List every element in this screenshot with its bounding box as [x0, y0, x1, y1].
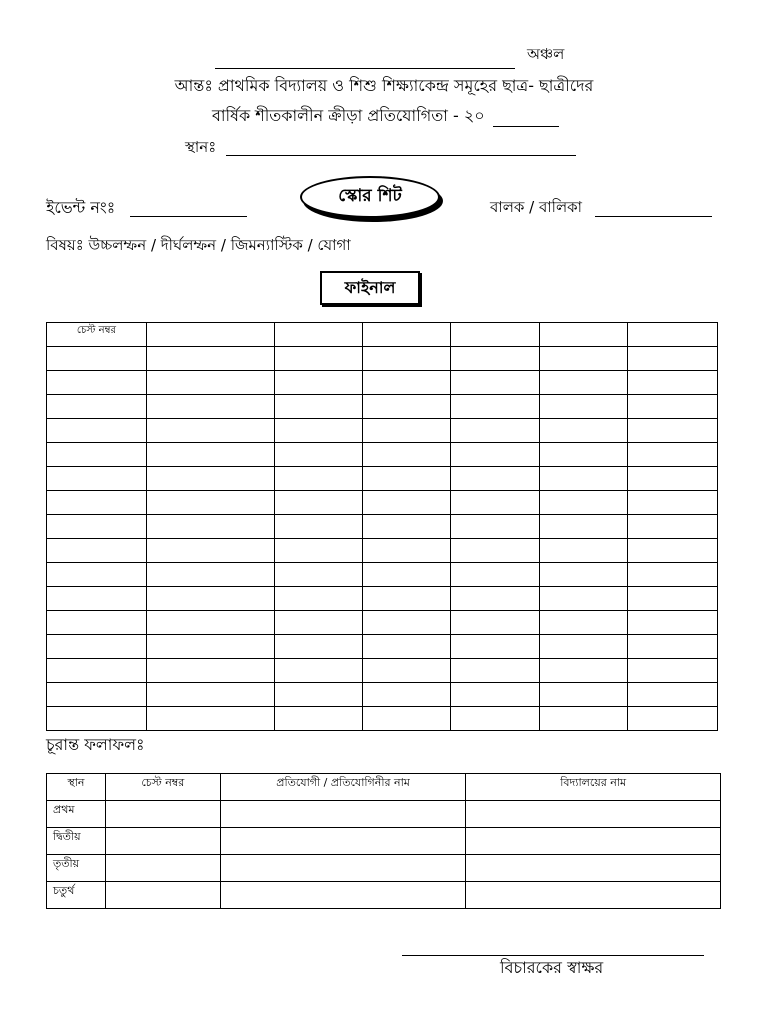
score-cell[interactable] [146, 443, 274, 467]
score-cell[interactable] [362, 419, 451, 443]
score-cell[interactable] [146, 491, 274, 515]
header-line-2: বার্ষিক শীতকালীন ক্রীড়া প্রতিযোগিতা - ২০ [212, 106, 485, 125]
score-cell[interactable] [628, 467, 718, 491]
results-row [47, 828, 721, 855]
score-cell[interactable] [274, 443, 362, 467]
score-cell[interactable] [146, 707, 274, 731]
score-cell[interactable] [47, 707, 147, 731]
score-cell[interactable] [47, 371, 147, 395]
score-cell[interactable] [362, 443, 451, 467]
score-cell[interactable] [362, 323, 451, 347]
score-cell[interactable] [451, 371, 540, 395]
results-cell[interactable] [466, 828, 721, 855]
score-cell[interactable] [274, 635, 362, 659]
score-cell[interactable] [146, 635, 274, 659]
score-row [47, 683, 718, 707]
results-header-cell: বিদ্যালয়ের নাম [466, 774, 721, 801]
score-cell[interactable] [451, 323, 540, 347]
results-cell[interactable] [466, 801, 721, 828]
score-cell[interactable] [540, 635, 628, 659]
results-table [46, 773, 721, 909]
score-cell[interactable] [628, 659, 718, 683]
results-header-cell: স্থান [47, 774, 106, 801]
score-cell[interactable] [628, 587, 718, 611]
score-cell[interactable] [274, 683, 362, 707]
score-cell[interactable] [47, 563, 147, 587]
score-cell[interactable] [628, 347, 718, 371]
results-cell[interactable] [220, 801, 466, 828]
score-row [47, 347, 718, 371]
score-cell[interactable] [451, 611, 540, 635]
score-cell[interactable] [47, 395, 147, 419]
score-row [47, 659, 718, 683]
score-cell[interactable] [47, 467, 147, 491]
score-row [47, 707, 718, 731]
venue-blank-line[interactable] [226, 155, 576, 156]
score-cell[interactable] [362, 659, 451, 683]
year-blank-line[interactable] [493, 126, 559, 127]
score-cell[interactable] [628, 443, 718, 467]
score-cell[interactable] [628, 371, 718, 395]
score-cell[interactable] [362, 491, 451, 515]
score-cell[interactable] [47, 611, 147, 635]
score-cell[interactable] [628, 395, 718, 419]
score-cell[interactable] [628, 323, 718, 347]
score-cell[interactable] [540, 395, 628, 419]
gender-blank-line[interactable] [595, 216, 712, 217]
results-row [47, 855, 721, 882]
score-cell[interactable] [274, 539, 362, 563]
score-row [47, 563, 718, 587]
score-cell[interactable] [451, 419, 540, 443]
score-row [47, 515, 718, 539]
results-cell[interactable] [105, 855, 220, 882]
gender-label: বালক / বালিকা [490, 198, 582, 216]
results-cell[interactable] [105, 801, 220, 828]
score-cell[interactable] [540, 611, 628, 635]
score-cell[interactable] [274, 659, 362, 683]
score-cell[interactable] [540, 371, 628, 395]
score-cell[interactable] [362, 515, 451, 539]
score-cell[interactable] [628, 539, 718, 563]
score-cell[interactable] [47, 443, 147, 467]
score-cell[interactable] [540, 659, 628, 683]
score-cell[interactable] [274, 563, 362, 587]
score-cell[interactable] [47, 587, 147, 611]
score-cell[interactable] [146, 419, 274, 443]
score-cell[interactable] [540, 683, 628, 707]
score-cell[interactable] [451, 347, 540, 371]
final-label: ফাইনাল [320, 271, 420, 305]
score-cell[interactable] [274, 347, 362, 371]
results-header-row [47, 774, 721, 801]
score-row [47, 587, 718, 611]
score-cell[interactable] [146, 683, 274, 707]
score-cell[interactable] [451, 395, 540, 419]
score-cell[interactable] [47, 491, 147, 515]
score-cell[interactable] [146, 323, 274, 347]
event-no-label: ইভেন্ট নংঃ [46, 198, 116, 217]
score-cell[interactable] [362, 611, 451, 635]
score-cell[interactable] [628, 683, 718, 707]
score-cell[interactable] [451, 467, 540, 491]
score-header-row [47, 323, 718, 347]
score-cell[interactable] [451, 515, 540, 539]
score-cell[interactable] [451, 635, 540, 659]
score-cell[interactable] [47, 635, 147, 659]
venue-label: স্থানঃ [185, 138, 217, 156]
score-cell[interactable] [146, 563, 274, 587]
place-label: দ্বিতীয় [47, 828, 106, 855]
score-cell[interactable] [274, 419, 362, 443]
score-cell[interactable] [451, 683, 540, 707]
score-cell[interactable] [47, 539, 147, 563]
score-cell[interactable] [451, 563, 540, 587]
score-cell[interactable] [274, 491, 362, 515]
score-cell[interactable] [47, 515, 147, 539]
score-cell[interactable] [451, 587, 540, 611]
score-cell[interactable] [451, 707, 540, 731]
results-cell[interactable] [220, 828, 466, 855]
score-cell[interactable] [540, 587, 628, 611]
score-cell[interactable] [540, 467, 628, 491]
score-cell[interactable] [362, 395, 451, 419]
score-cell[interactable] [146, 611, 274, 635]
score-cell[interactable] [540, 539, 628, 563]
score-cell[interactable] [540, 443, 628, 467]
place-label: তৃতীয় [47, 855, 106, 882]
score-row [47, 443, 718, 467]
score-cell[interactable] [274, 395, 362, 419]
score-cell[interactable] [540, 515, 628, 539]
score-table [46, 322, 718, 731]
score-cell[interactable] [628, 635, 718, 659]
score-cell[interactable] [274, 587, 362, 611]
score-row [47, 491, 718, 515]
score-cell[interactable] [451, 539, 540, 563]
results-header-cell: চেস্ট নম্বর [105, 774, 220, 801]
signature-label: বিচারকের স্বাক্ষর [500, 958, 604, 977]
results-cell[interactable] [220, 882, 466, 909]
score-sheet-title: স্কোর শিট [300, 176, 440, 218]
score-cell[interactable] [146, 467, 274, 491]
place-label: প্রথম [47, 801, 106, 828]
score-cell[interactable] [274, 323, 362, 347]
chest-number-header: চেস্ট নম্বর [47, 323, 147, 347]
score-cell[interactable] [362, 683, 451, 707]
results-cell[interactable] [466, 855, 721, 882]
score-row [47, 419, 718, 443]
score-cell[interactable] [362, 467, 451, 491]
score-cell[interactable] [540, 347, 628, 371]
score-cell[interactable] [274, 467, 362, 491]
score-cell[interactable] [362, 563, 451, 587]
header-line-1: আন্তঃ প্রাথমিক বিদ্যালয় ও শিশু শিক্ষ্যাকেন্দ্র সমূহের ছাত্র- ছাত্রীদের [174, 76, 594, 95]
score-row [47, 395, 718, 419]
score-cell[interactable] [628, 707, 718, 731]
results-header-cell: প্রতিযোগী / প্রতিযোগিনীর নাম [220, 774, 466, 801]
subject-line: বিষয়ঃ উচ্চলম্ফন / দীর্ঘলম্ফন / জিমন্যাস্টিক / যোগা [46, 236, 351, 254]
score-cell[interactable] [451, 443, 540, 467]
score-cell[interactable] [628, 419, 718, 443]
region-label: অঞ্চল [527, 45, 565, 63]
signature-line[interactable] [402, 955, 704, 956]
score-cell[interactable] [274, 611, 362, 635]
score-row [47, 539, 718, 563]
score-cell[interactable] [628, 563, 718, 587]
score-cell[interactable] [146, 587, 274, 611]
region-blank-line[interactable] [215, 68, 515, 69]
score-cell[interactable] [146, 539, 274, 563]
score-cell[interactable] [274, 707, 362, 731]
score-cell[interactable] [540, 563, 628, 587]
score-cell[interactable] [451, 491, 540, 515]
score-cell[interactable] [540, 707, 628, 731]
score-cell[interactable] [362, 347, 451, 371]
results-cell[interactable] [220, 855, 466, 882]
score-cell[interactable] [47, 347, 147, 371]
score-cell[interactable] [362, 371, 451, 395]
results-cell[interactable] [105, 828, 220, 855]
score-cell[interactable] [146, 371, 274, 395]
score-cell[interactable] [146, 659, 274, 683]
score-cell[interactable] [146, 395, 274, 419]
results-heading: চূরান্ত ফলাফলঃ [46, 735, 145, 754]
results-row [47, 801, 721, 828]
score-cell[interactable] [362, 707, 451, 731]
results-cell[interactable] [105, 882, 220, 909]
score-cell[interactable] [362, 539, 451, 563]
score-cell[interactable] [47, 659, 147, 683]
score-cell[interactable] [47, 419, 147, 443]
score-cell[interactable] [628, 491, 718, 515]
score-cell[interactable] [274, 515, 362, 539]
score-cell[interactable] [628, 611, 718, 635]
score-cell[interactable] [47, 683, 147, 707]
score-row [47, 635, 718, 659]
results-row [47, 882, 721, 909]
score-cell[interactable] [362, 587, 451, 611]
score-cell[interactable] [362, 635, 451, 659]
score-row [47, 371, 718, 395]
score-cell[interactable] [628, 515, 718, 539]
score-cell[interactable] [146, 515, 274, 539]
score-cell[interactable] [540, 491, 628, 515]
score-cell[interactable] [540, 419, 628, 443]
score-cell[interactable] [451, 659, 540, 683]
score-row [47, 611, 718, 635]
results-cell[interactable] [466, 882, 721, 909]
score-row [47, 467, 718, 491]
score-cell[interactable] [274, 371, 362, 395]
score-cell[interactable] [540, 323, 628, 347]
event-no-blank-line[interactable] [130, 216, 247, 217]
score-cell[interactable] [146, 347, 274, 371]
place-label: চতুর্থ [47, 882, 106, 909]
